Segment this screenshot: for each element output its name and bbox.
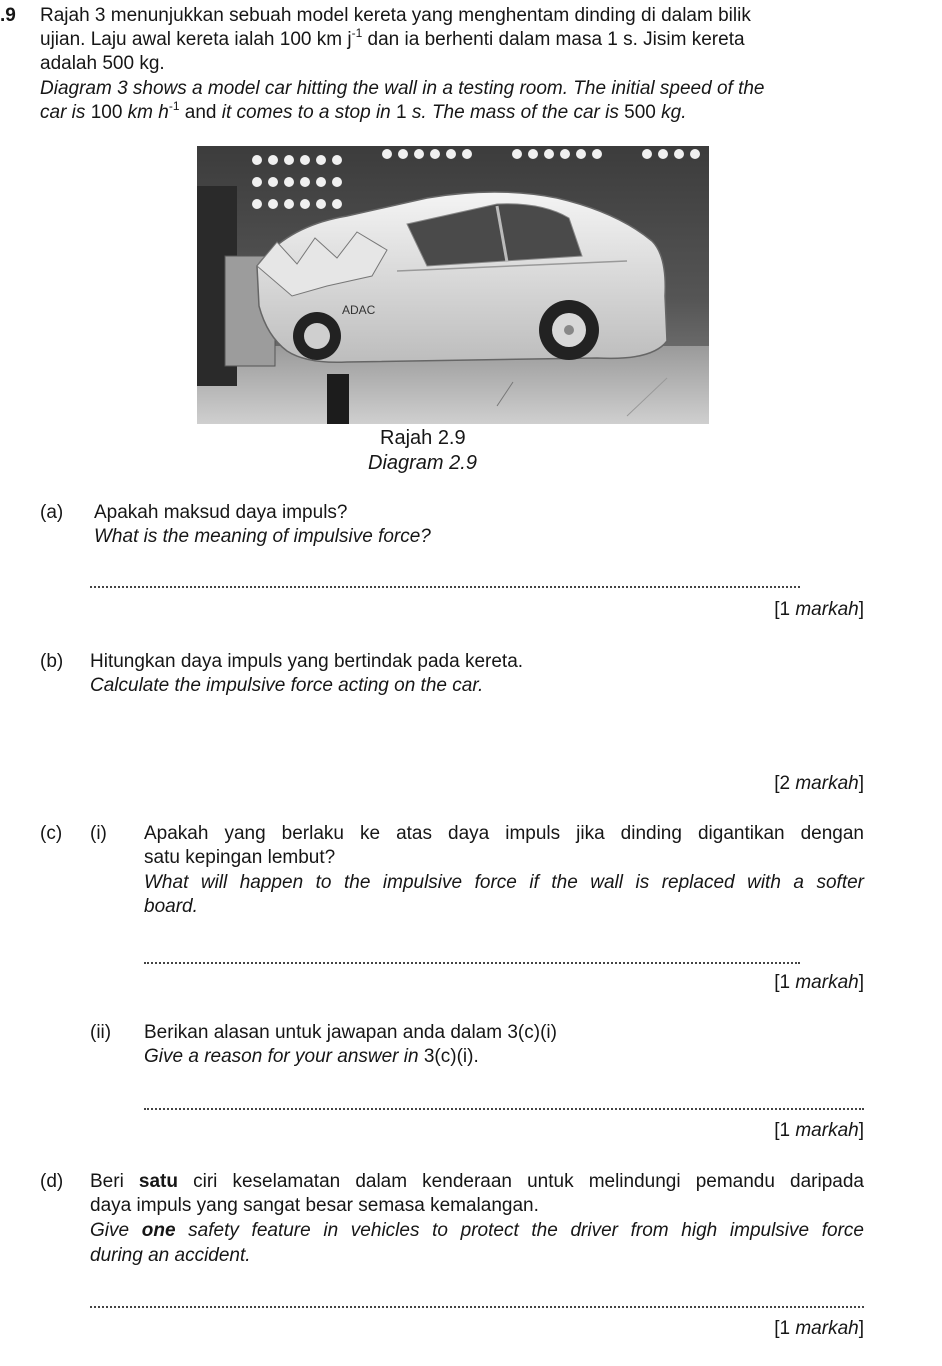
part-d-marks: [1 markah]: [774, 1318, 864, 1339]
intro-ms-line1: Rajah 3 menunjukkan sebuah model kereta yang menghentam dinding di dalam bilik: [40, 5, 751, 26]
part-c-ii-label: (ii): [90, 1022, 112, 1043]
part-c-ii-answer-line[interactable]: [144, 1108, 864, 1110]
part-a-marks: [1 markah]: [774, 599, 864, 620]
crash-test-photo: [197, 146, 709, 424]
part-d-en2: during an accident.: [90, 1245, 251, 1266]
figure-caption-en: Diagram 2.9: [368, 452, 477, 474]
part-c-ii-ms: Berikan alasan untuk jawapan anda dalam 3(c)(i): [144, 1022, 557, 1043]
figure-caption-ms: Rajah 2.9: [380, 427, 466, 449]
part-d-ms2: daya impuls yang sangat besar semasa kemalangan.: [90, 1195, 539, 1216]
part-d-en1: Give one safety feature in vehicles to protect the driver from high impulsive force: [90, 1220, 864, 1241]
intro-en-line2: car is 100 km $h^{-1}$ and it comes to a stop in 1 s. The mass of the car is 500 kg.: [40, 98, 687, 123]
part-c-label: (c): [40, 823, 63, 844]
part-a-label: (a): [40, 502, 64, 523]
part-c-i-ms1: Apakah yang berlaku ke atas daya impuls jika dinding digantikan dengan: [144, 823, 864, 844]
part-b-label: (b): [40, 651, 64, 672]
part-a-answer-line[interactable]: [90, 586, 800, 588]
part-c-i-ms2: satu kepingan lembut?: [144, 847, 336, 868]
part-b-en: Calculate the impulsive force acting on the car.: [90, 675, 484, 696]
intro-ms-line2: ujian. Laju awal kereta ialah 100 km $j^{-1}$ dan ia berhenti dalam masa 1 s. Jisim kereta: [40, 25, 745, 50]
part-c-ii-en: Give a reason for your answer in 3(c)(i).: [144, 1046, 479, 1067]
barrier-post: [327, 374, 349, 424]
part-b-ms: Hitungkan daya impuls yang bertindak pada kereta.: [90, 651, 524, 672]
part-a-ms: Apakah maksud daya impuls?: [94, 502, 348, 523]
part-c-ii-marks: [1 markah]: [774, 1120, 864, 1141]
intro-en-line1: Diagram 3 shows a model car hitting the wall in a testing room. The initial speed of the: [40, 78, 765, 99]
part-c-i-label: (i): [90, 823, 107, 844]
part-a-en: What is the meaning of impulsive force?: [94, 526, 431, 547]
question-number: .9: [0, 5, 16, 26]
part-c-i-en2: board.: [144, 896, 198, 917]
photo-adac-text: ADAC: [342, 303, 376, 317]
intro-ms-line3: adalah 500 kg.: [40, 53, 165, 74]
part-b-marks: [2 markah]: [774, 773, 864, 794]
part-c-i-answer-line[interactable]: [144, 962, 800, 964]
part-c-i-marks: [1 markah]: [774, 972, 864, 993]
part-c-i-en1: What will happen to the impulsive force if the wall is replaced with a softer: [144, 872, 864, 893]
part-d-ms1: Beri satu ciri keselamatan dalam kenderaan untuk melindungi pemandu daripada: [90, 1171, 864, 1192]
part-d-label: (d): [40, 1171, 64, 1192]
part-d-answer-line[interactable]: [90, 1306, 864, 1308]
